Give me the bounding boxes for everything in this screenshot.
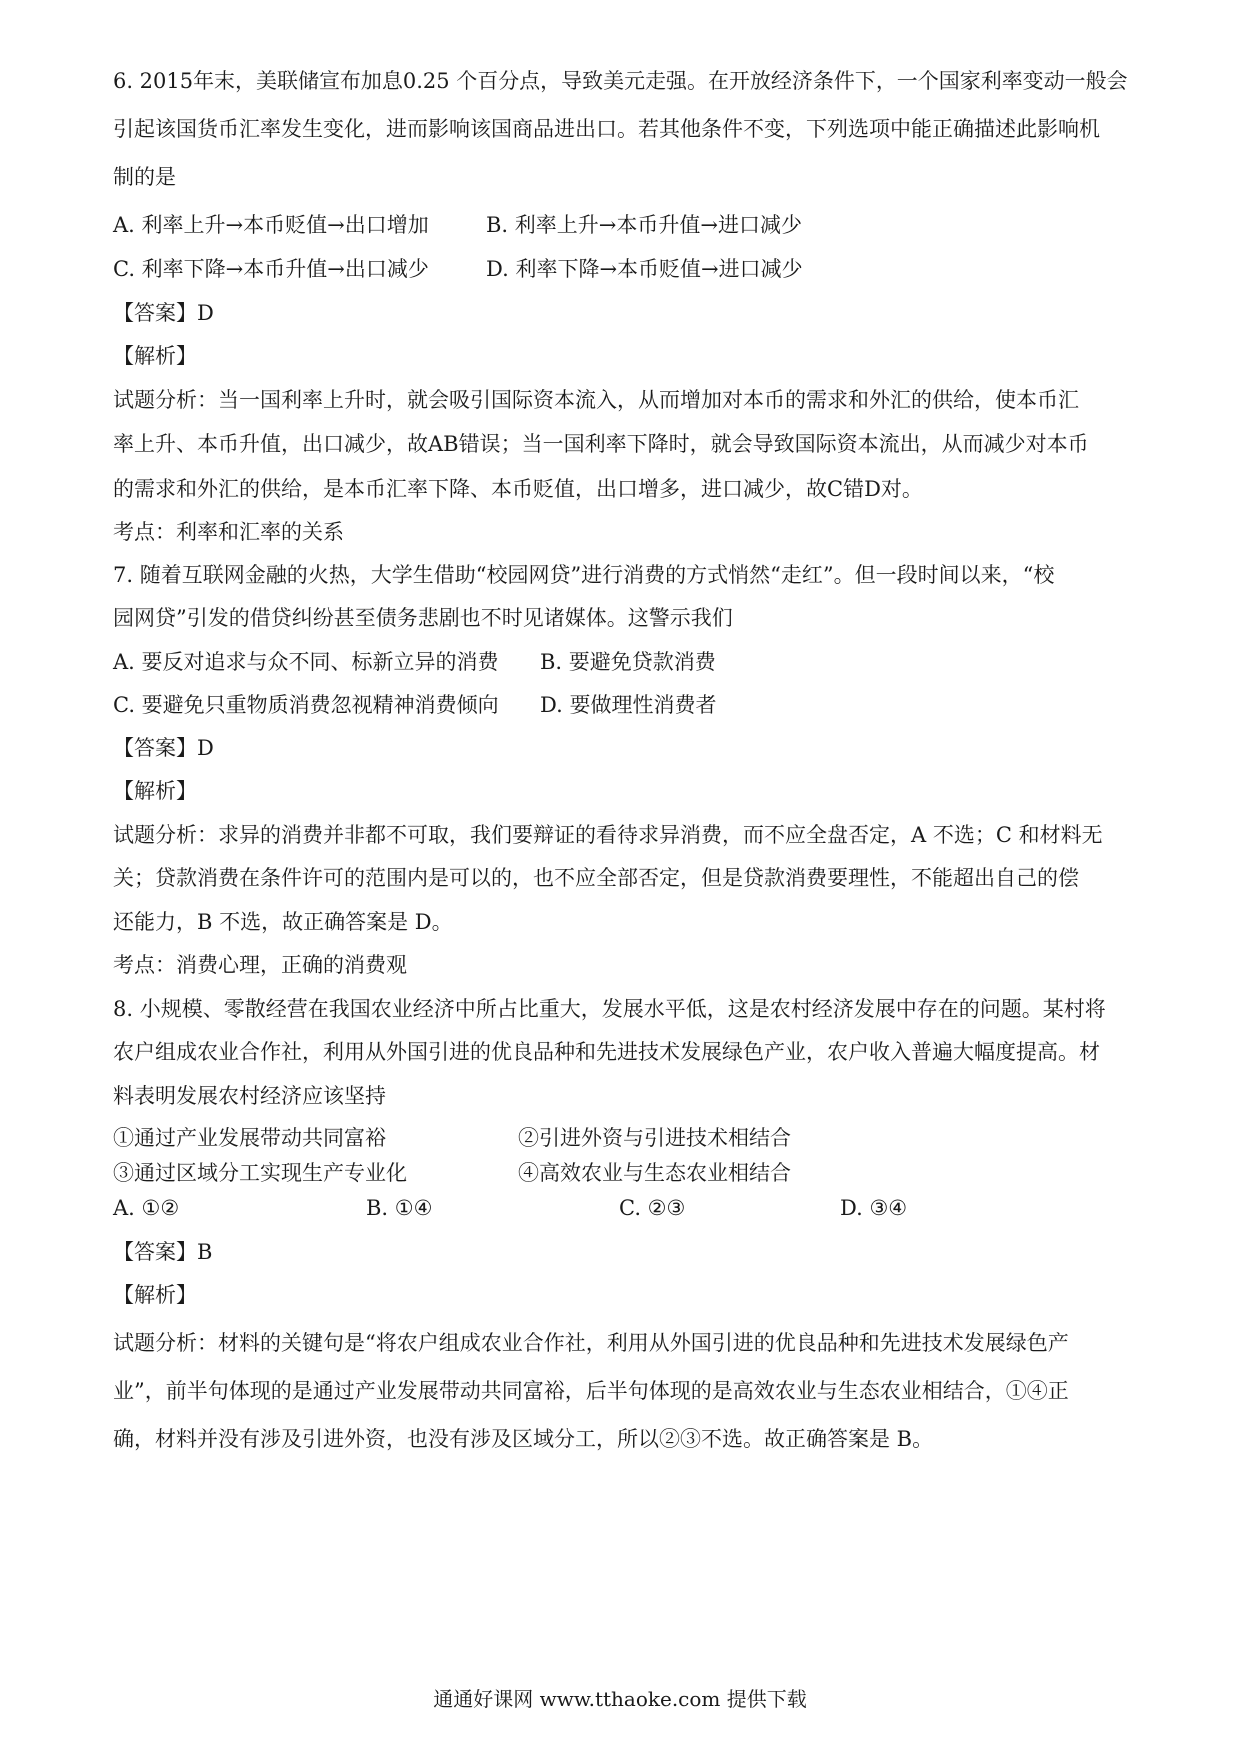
q7-option-a: A. 要反对追求与众不同、标新立异的消费 bbox=[113, 650, 499, 674]
q8-analysis-line-2: 业”，前半句体现的是通过产业发展带动共同富裕，后半句体现的是高效农业与生态农业相结合，①④正 bbox=[113, 1379, 1069, 1403]
q6-stem-line-1: 6. 2015年末，美联储宣布加息0.25 个百分点，导致美元走强。在开放经济条件下，一个国家利率变动一般会 bbox=[113, 69, 1128, 93]
q6-answer: 【答案】D bbox=[113, 301, 214, 325]
q8-option-c: C. ②③ bbox=[619, 1196, 686, 1220]
q7-analysis-line-3: 还能力，B 不选，故正确答案是 D。 bbox=[113, 910, 453, 934]
q7-option-b: B. 要避免贷款消费 bbox=[540, 650, 716, 674]
q8-item-4: ④高效农业与生态农业相结合 bbox=[518, 1161, 791, 1185]
q6-option-c: C. 利率下降→本币升值→出口减少 bbox=[113, 257, 429, 281]
q7-analysis-line-2: 关；贷款消费在条件许可的范围内是可以的，也不应全部否定，但是贷款消费要理性，不能超出自己的偿 bbox=[113, 866, 1079, 890]
q6-option-d: D. 利率下降→本币贬值→进口减少 bbox=[486, 257, 803, 281]
q8-stem-line-2: 农户组成农业合作社，利用从外国引进的优良品种和先进技术发展绿色产业，农户收入普遍大幅度提高。材 bbox=[113, 1040, 1100, 1064]
q6-analysis-line-1: 试题分析：当一国利率上升时，就会吸引国际资本流入，从而增加对本币的需求和外汇的供给，使本币汇 bbox=[113, 388, 1079, 412]
q8-option-b: B. ①④ bbox=[366, 1196, 433, 1220]
q6-analysis-line-3: 的需求和外汇的供给，是本币汇率下降、本币贬值，出口增多，进口减少，故C错D对。 bbox=[113, 477, 923, 501]
q8-option-d: D. ③④ bbox=[840, 1196, 908, 1220]
q7-analysis-label: 【解析】 bbox=[113, 779, 197, 803]
q8-stem-line-3: 料表明发展农村经济应该坚持 bbox=[113, 1084, 386, 1108]
q8-item-1: ①通过产业发展带动共同富裕 bbox=[113, 1126, 386, 1150]
q6-option-b: B. 利率上升→本币升值→进口减少 bbox=[486, 213, 802, 237]
q6-option-a: A. 利率上升→本币贬值→出口增加 bbox=[113, 213, 429, 237]
q7-answer: 【答案】D bbox=[113, 736, 214, 760]
q7-option-c: C. 要避免只重物质消费忽视精神消费倾向 bbox=[113, 693, 499, 717]
q6-stem-line-2: 引起该国货币汇率发生变化，进而影响该国商品进出口。若其他条件不变，下列选项中能正确描述此影响机 bbox=[113, 117, 1100, 141]
q8-option-a: A. ①② bbox=[113, 1196, 180, 1220]
q8-analysis-line-3: 确，材料并没有涉及引进外资，也没有涉及区域分工，所以②③不选。故正确答案是 B。 bbox=[113, 1427, 934, 1451]
q7-option-d: D. 要做理性消费者 bbox=[540, 693, 717, 717]
q6-analysis-line-2: 率上升、本币升值，出口减少，故AB错误；当一国利率下降时，就会导致国际资本流出，从而减少对本币 bbox=[113, 432, 1089, 456]
q8-item-2: ②引进外资与引进技术相结合 bbox=[518, 1126, 791, 1150]
page-footer: 通通好课网 www.tthaoke.com 提供下载 bbox=[433, 1687, 807, 1711]
q7-stem-line-2: 园网贷”引发的借贷纠纷甚至债务悲剧也不时见诸媒体。这警示我们 bbox=[113, 606, 733, 630]
q8-stem-line-1: 8. 小规模、零散经营在我国农业经济中所占比重大，发展水平低，这是农村经济发展中存在的问题。某村将 bbox=[113, 997, 1106, 1021]
q6-analysis-label: 【解析】 bbox=[113, 344, 197, 368]
q8-analysis-line-1: 试题分析：材料的关键句是“将农户组成农业合作社，利用从外国引进的优良品种和先进技术发展绿色产 bbox=[113, 1331, 1069, 1355]
q7-analysis-line-1: 试题分析：求异的消费并非都不可取，我们要辩证的看待求异消费，而不应全盘否定，A 不选；C 和材料无 bbox=[113, 823, 1103, 847]
q6-point: 考点：利率和汇率的关系 bbox=[113, 520, 344, 544]
q6-stem-line-3: 制的是 bbox=[113, 165, 176, 189]
q7-point: 考点：消费心理，正确的消费观 bbox=[113, 953, 407, 977]
q7-stem-line-1: 7. 随着互联网金融的火热，大学生借助“校园网贷”进行消费的方式悄然“走红”。但一段时间以来，“校 bbox=[113, 563, 1055, 587]
q8-item-3: ③通过区域分工实现生产专业化 bbox=[113, 1161, 407, 1185]
q8-answer: 【答案】B bbox=[113, 1240, 213, 1264]
q8-analysis-label: 【解析】 bbox=[113, 1283, 197, 1307]
